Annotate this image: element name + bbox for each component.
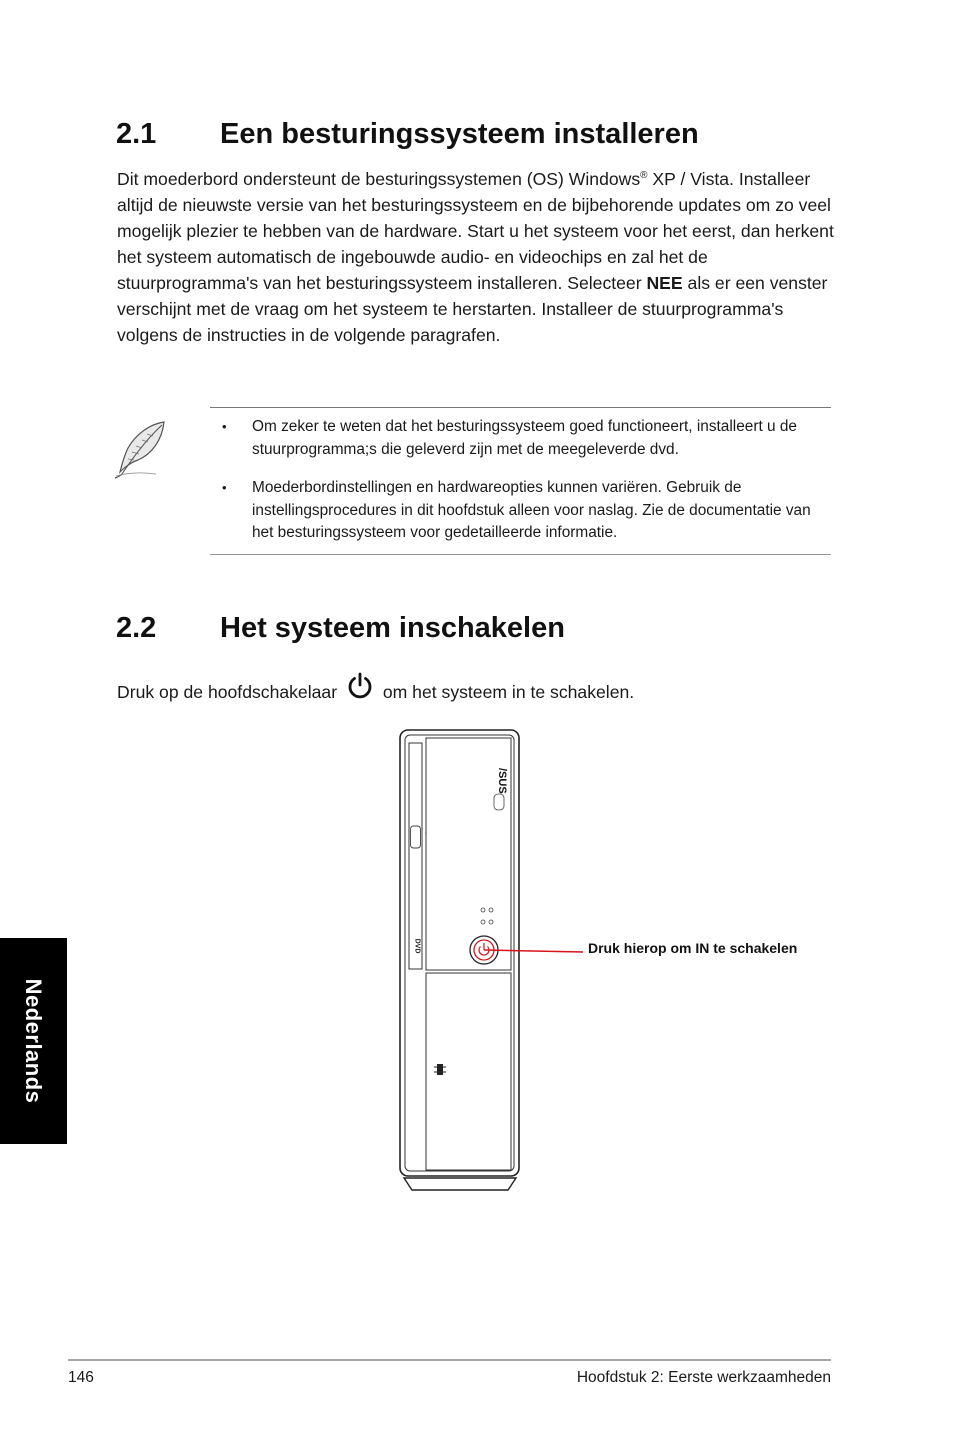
page-number: 146	[68, 1369, 94, 1386]
intro-text-b: XP / Vista. Installeer altijd de nieuwste versie van het besturingssysteem en de bijbehorende updates om zo veel mogelijk plezier te hebben van de hardware. Start u het systeem voor het eerst, dan herkent het systeem automatisch de ingebouwde audio- en videochips en zal het de stuurprogramma's van het besturingssysteem installeren. Selecteer	[117, 169, 834, 293]
intro-paragraph	[117, 166, 837, 348]
section-number: 2.1	[116, 118, 157, 150]
footer-divider	[68, 1359, 831, 1361]
bullet: •	[222, 419, 227, 434]
intro-text-c: als er een venster verschijnt met de vraag om het systeem te herstarten. Installeer de stuurprogramma's volgens de instructies in de volgende paragrafen.	[117, 273, 828, 345]
section-number: 2.2	[116, 612, 157, 644]
brand-logo: /SUS	[496, 768, 508, 794]
note-item	[222, 477, 832, 545]
intro-text-a: Dit moederbord ondersteunt de besturingssystemen (OS) Windows	[117, 169, 641, 189]
side-tab-label: Nederlands	[21, 978, 46, 1104]
power-icon	[346, 672, 374, 700]
section-title-text: Het systeem inschakelen	[220, 612, 565, 644]
power-instruction	[117, 672, 634, 703]
desktop-pc-illustration	[390, 726, 830, 1196]
section-title-2-2	[116, 612, 565, 645]
feather-pen-icon	[112, 418, 172, 480]
note-text: Moederbordinstellingen en hardwareopties kunnen variëren. Gebruik de instellingsprocedures in dit hoofdstuk alleen voor naslag. Zie de documentatie van het besturingssysteem voor gedetailleerde informatie.	[252, 479, 811, 541]
power-text-a: Druk op de hoofdschakelaar	[117, 682, 338, 702]
footer-chapter-title: Hoofdstuk 2: Eerste werkzaamheden	[576, 1369, 831, 1386]
power-button-callout: Druk hierop om IN te schakelen	[588, 940, 798, 956]
section-title-2-1	[116, 118, 699, 151]
registered-mark: ®	[640, 170, 648, 182]
bullet: •	[222, 480, 227, 495]
power-text-b: om het systeem in te schakelen.	[382, 682, 635, 702]
note-item	[222, 416, 832, 461]
language-side-tab	[0, 938, 67, 1144]
intro-bold-nee: NEE	[646, 273, 683, 293]
note-text: Om zeker te weten dat het besturingssysteem goed functioneert, installeert u de stuurprogramma;s die geleverd zijn met de meegeleverde dvd.	[252, 418, 797, 458]
section-title-text: Een besturingssysteem installeren	[220, 118, 699, 150]
svg-text:DVD: DVD	[413, 938, 421, 954]
